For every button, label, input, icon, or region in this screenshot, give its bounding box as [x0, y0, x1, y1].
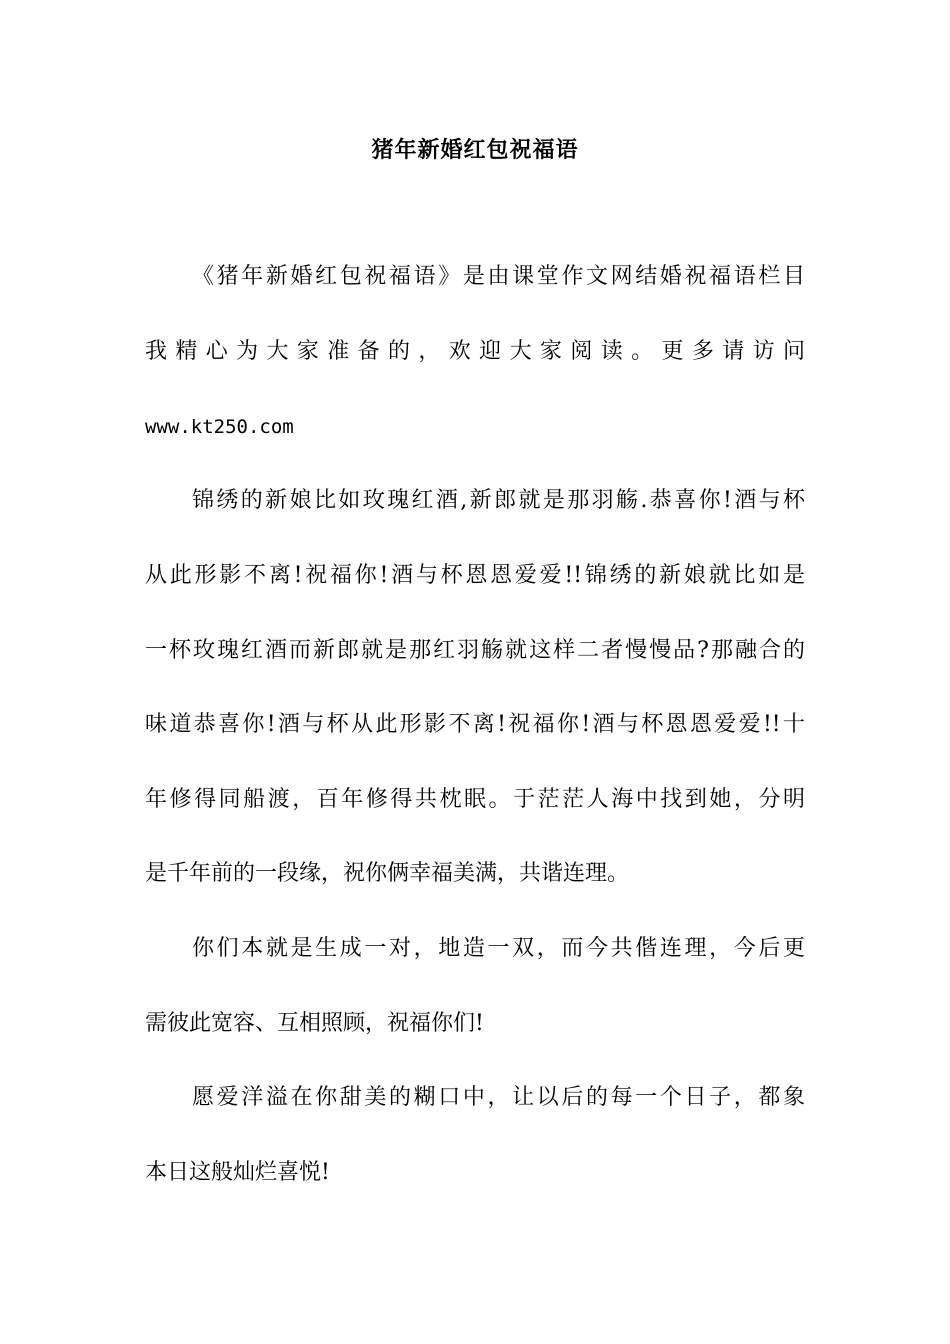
paragraph-1-url: www.kt250.com: [145, 416, 294, 438]
paragraph-4-line-2: 本日这般灿烂喜悦!: [145, 1160, 330, 1185]
paragraph-4-line-1: 愿爱洋溢在你甜美的糊口中，让以后的每一个日子，都象: [192, 1085, 805, 1110]
document-title: 猪年新婚红包祝福语: [371, 138, 579, 163]
paragraph-2-line-4: 味道恭喜你!酒与杯从此形影不离!祝福你!酒与杯恩恩爱爱!!十: [145, 712, 805, 737]
paragraph-2-line-5: 年修得同船渡，百年修得共枕眠。于茫茫人海中找到她，分明: [145, 787, 805, 812]
paragraph-2-line-6: 是千年前的一段缘，祝你俩幸福美满，共谐连理。: [145, 861, 630, 886]
paragraph-1-line-1: 《猪年新婚红包祝福语》是由课堂作文网结婚祝福语栏目: [192, 264, 805, 289]
paragraph-2-line-1: 锦绣的新娘比如玫瑰红酒,新郎就是那羽觞.恭喜你!酒与杯: [192, 488, 805, 513]
paragraph-1-line-2: 我精心为大家准备的，欢迎大家阅读。更多请访问: [145, 339, 805, 364]
paragraph-3-line-1: 你们本就是生成一对，地造一双，而今共偕连理，今后更: [192, 936, 805, 961]
paragraph-3-line-2: 需彼此宽容、互相照顾，祝福你们!: [145, 1011, 484, 1036]
paragraph-2-line-3: 一杯玫瑰红酒而新郎就是那红羽觞就这样二者慢慢品?那融合的: [145, 638, 805, 663]
paragraph-2-line-2: 从此形影不离!祝福你!酒与杯恩恩爱爱!!锦绣的新娘就比如是: [145, 563, 805, 588]
